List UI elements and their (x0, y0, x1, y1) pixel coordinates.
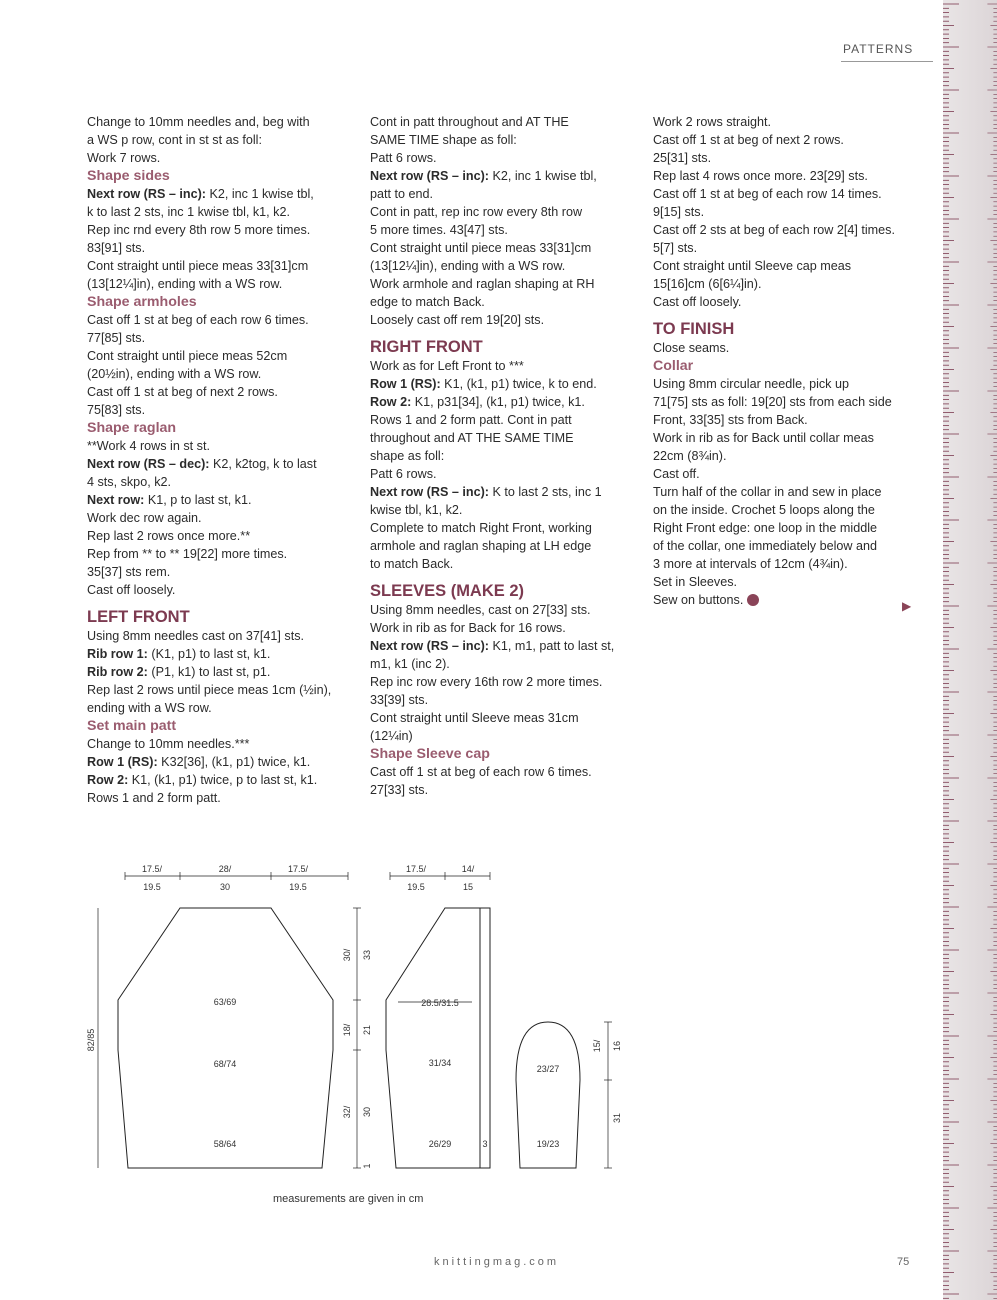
pattern-line: Work armhole and raglan shaping at RH (370, 277, 595, 291)
dim-label: 3 (482, 1139, 488, 1149)
dim-label: 32/ (342, 1105, 352, 1119)
pattern-line: Rep inc rnd every 8th row 5 more times. (87, 223, 311, 237)
dim-label: 19.5 (143, 882, 161, 892)
pattern-line: Cast off 2 sts at beg of each row 2[4] times. (653, 223, 895, 237)
pattern-line: kwise tbl, k1, k2. (370, 503, 463, 517)
ruler-marks (943, 0, 997, 1300)
dim-label: 17.5/ (405, 864, 427, 874)
dim-label: 33 (362, 949, 372, 961)
subheading: Set main patt (87, 718, 177, 734)
pattern-line: Rep last 4 rows once more. 23[29] sts. (653, 169, 868, 183)
pattern-line: 27[33] sts. (370, 783, 429, 797)
dim-label: 63/69 (213, 997, 237, 1007)
pattern-line: SAME TIME shape as foll: (370, 133, 517, 147)
pattern-line: throughout and AT THE SAME TIME (370, 431, 574, 445)
subheading: Shape sides (87, 168, 170, 184)
pattern-line: 25[31] sts. (653, 151, 712, 165)
pattern-line: Next row (RS – inc): K to last 2 sts, inc 1 (370, 485, 602, 499)
pattern-line: Cont in patt, rep inc row every 8th row (370, 205, 583, 219)
pattern-line: Work dec row again. (87, 511, 202, 525)
pattern-line: on the inside. Crochet 5 loops along the (653, 503, 875, 517)
pattern-line: shape as foll: (370, 449, 445, 463)
column-3 (653, 113, 915, 609)
pattern-line: Next row (RS – dec): K2, k2tog, k to last (87, 457, 317, 471)
pattern-line: Rows 1 and 2 form patt. (87, 791, 221, 805)
section-heading: RIGHT FRONT (370, 338, 483, 356)
pattern-line: armhole and raglan shaping at LH edge (370, 539, 592, 553)
dim-label: 26/29 (428, 1139, 452, 1149)
pattern-line: Cast off. (653, 467, 700, 481)
continue-arrow-icon: ▶ (902, 599, 912, 613)
dim-label: 31 (612, 1112, 622, 1124)
pattern-line: Work 7 rows. (87, 151, 161, 165)
pattern-line: Cont straight until piece meas 33[31]cm (370, 241, 592, 255)
pattern-line: Row 2: K1, p31[34], (k1, p1) twice, k1. (370, 395, 585, 409)
dim-label: 15 (462, 882, 474, 892)
pattern-line: Cast off 1 st at beg of each row 6 times. (370, 765, 592, 779)
pattern-line: a WS p row, cont in st st as foll: (87, 133, 262, 147)
pattern-line: Next row (RS – inc): K2, inc 1 kwise tbl, (370, 169, 597, 183)
pattern-line: Work as for Left Front to *** (370, 359, 524, 373)
dim-label: 16 (612, 1040, 622, 1052)
pattern-line: 9[15] sts. (653, 205, 705, 219)
dim-label: 30/ (342, 948, 352, 962)
dim-label: 30 (362, 1106, 372, 1118)
measurement-note: measurements are given in cm (273, 1193, 424, 1205)
pattern-line: Turn half of the collar in and sew in place (653, 485, 882, 499)
dim-label: 21 (362, 1024, 372, 1036)
dim-label: 1 (362, 1163, 372, 1169)
pattern-line: 5[7] sts. (653, 241, 698, 255)
pattern-line: Patt 6 rows. (370, 467, 437, 481)
pattern-line: Cast off loosely. (653, 295, 742, 309)
pattern-line: 77[85] sts. (87, 331, 146, 345)
pattern-line: Right Front edge: one loop in the middle (653, 521, 878, 535)
pattern-line: ending with a WS row. (87, 701, 212, 715)
pattern-line: Work in rib as for Back until collar meas (653, 431, 874, 445)
pattern-line: Set in Sleeves. (653, 575, 738, 589)
dim-label: 58/64 (213, 1139, 237, 1149)
column-1 (87, 113, 349, 807)
pattern-line: 5 more times. 43[47] sts. (370, 223, 508, 237)
pattern-line: 71[75] sts as foll: 19[20] sts from each side (653, 395, 892, 409)
pattern-line: Rep inc row every 16th row 2 more times. (370, 675, 603, 689)
pattern-line: Cont in patt throughout and AT THE (370, 115, 569, 129)
subheading: Shape raglan (87, 420, 177, 436)
pattern-line: Close seams. (653, 341, 730, 355)
dim-label: 28/ (218, 864, 232, 874)
pattern-line: Work in rib as for Back for 16 rows. (370, 621, 566, 635)
schematic-diagram (80, 850, 640, 1180)
pattern-line: 33[39] sts. (370, 693, 429, 707)
pattern-line: Cast off 1 st at beg of next 2 rows. (653, 133, 844, 147)
dim-label: 19/23 (536, 1139, 560, 1149)
pattern-line: 83[91] sts. (87, 241, 146, 255)
dim-label: 23/27 (536, 1064, 560, 1074)
page-number: 75 (897, 1256, 910, 1268)
pattern-line: Row 2: K1, (k1, p1) twice, p to last st, k1. (87, 773, 318, 787)
pattern-line: 22cm (8¾in). (653, 449, 727, 463)
dim-label: 19.5 (407, 882, 425, 892)
pattern-line: Cast off 1 st at beg of next 2 rows. (87, 385, 278, 399)
pattern-line: 35[37] sts rem. (87, 565, 171, 579)
pattern-line: Cont straight until Sleeve cap meas (653, 259, 852, 273)
pattern-line: Rep last 2 rows once more.** (87, 529, 251, 543)
pattern-line: (20½in), ending with a WS row. (87, 367, 262, 381)
dim-label: 68/74 (213, 1059, 237, 1069)
pattern-line: Cast off 1 st at beg of each row 14 times. (653, 187, 882, 201)
pattern-line: Complete to match Right Front, working (370, 521, 592, 535)
subheading: Shape Sleeve cap (370, 746, 490, 762)
pattern-line: Rows 1 and 2 form patt. Cont in patt (370, 413, 572, 427)
pattern-line: **Work 4 rows in st st. (87, 439, 210, 453)
column-2 (370, 113, 632, 799)
section-heading: TO FINISH (653, 320, 735, 338)
pattern-line: (12¼in) (370, 729, 413, 743)
pattern-line: of the collar, one immediately below and (653, 539, 878, 553)
pattern-line: 15[16]cm (6[6¼]in). (653, 277, 762, 291)
pattern-line: Work 2 rows straight. (653, 115, 772, 129)
pattern-line: 3 more at intervals of 12cm (4¾in). (653, 557, 848, 571)
pattern-line: Using 8mm needles, cast on 27[33] sts. (370, 603, 591, 617)
back-outline (118, 908, 333, 1168)
subheading: Shape armholes (87, 294, 197, 310)
pattern-line: Front, 33[35] sts from Back. (653, 413, 808, 427)
pattern-line: m1, k1 (inc 2). (370, 657, 450, 671)
subheading: Collar (653, 358, 694, 374)
pattern-line: to match Back. (370, 557, 454, 571)
dim-label: 30 (219, 882, 231, 892)
pattern-line: Next row (RS – inc): K2, inc 1 kwise tbl, (87, 187, 314, 201)
dim-label: 17.5/ (141, 864, 163, 874)
pattern-line: Cont straight until Sleeve meas 31cm (370, 711, 579, 725)
pattern-line: Next row (RS – inc): K1, m1, patt to last st, (370, 639, 615, 653)
section-heading: LEFT FRONT (87, 608, 190, 626)
section-heading: SLEEVES (MAKE 2) (370, 582, 525, 600)
pattern-line: Cast off loosely. (87, 583, 176, 597)
pattern-line: Row 1 (RS): K32[36], (k1, p1) twice, k1. (87, 755, 311, 769)
pattern-line: Loosely cast off rem 19[20] sts. (370, 313, 545, 327)
pattern-line: Next row: K1, p to last st, k1. (87, 493, 252, 507)
pattern-line: Change to 10mm needles and, beg with (87, 115, 310, 129)
dim-label: 15/ (592, 1039, 602, 1053)
pattern-line: Rib row 2: (P1, k1) to last st, p1. (87, 665, 271, 679)
pattern-line: 4 sts, skpo, k2. (87, 475, 171, 489)
dim-label: 28.5/31.5 (421, 998, 459, 1008)
pattern-line: Rib row 1: (K1, p1) to last st, k1. (87, 647, 271, 661)
pattern-line: Row 1 (RS): K1, (k1, p1) twice, k to end. (370, 377, 597, 391)
pattern-line: patt to end. (370, 187, 434, 201)
pattern-line: Cast off 1 st at beg of each row 6 times. (87, 313, 309, 327)
header-rule (841, 61, 933, 62)
footer-website: knittingmag.com (434, 1256, 560, 1268)
pattern-line: Cont straight until piece meas 52cm (87, 349, 288, 363)
pattern-line: (13[12¼]in), ending with a WS row. (87, 277, 283, 291)
pattern-line: k to last 2 sts, inc 1 kwise tbl, k1, k2. (87, 205, 290, 219)
pattern-line: Patt 6 rows. (370, 151, 437, 165)
front-outline (386, 908, 490, 1168)
pattern-line: Using 8mm circular needle, pick up (653, 377, 849, 391)
dim-label: 82/85 (86, 1028, 96, 1052)
dim-label: 18/ (342, 1023, 352, 1037)
pattern-line: 75[83] sts. (87, 403, 146, 417)
dim-label: 31/34 (428, 1058, 452, 1068)
pattern-line: edge to match Back. (370, 295, 485, 309)
pattern-line: Change to 10mm needles.*** (87, 737, 250, 751)
pattern-line: (13[12¼]in), ending with a WS row. (370, 259, 566, 273)
section-label: PATTERNS (843, 42, 914, 56)
pattern-line: Cont straight until piece meas 33[31]cm (87, 259, 309, 273)
pattern-line: Using 8mm needles cast on 37[41] sts. (87, 629, 305, 643)
dim-label: 14/ (461, 864, 475, 874)
dim-label: 19.5 (289, 882, 307, 892)
pattern-line: Rep from ** to ** 19[22] more times. (87, 547, 288, 561)
pattern-line: Sew on buttons. (653, 591, 915, 609)
dim-label: 17.5/ (287, 864, 309, 874)
pattern-line: Rep last 2 rows until piece meas 1cm (½in), (87, 683, 332, 697)
yarn-ball-icon (747, 594, 759, 606)
